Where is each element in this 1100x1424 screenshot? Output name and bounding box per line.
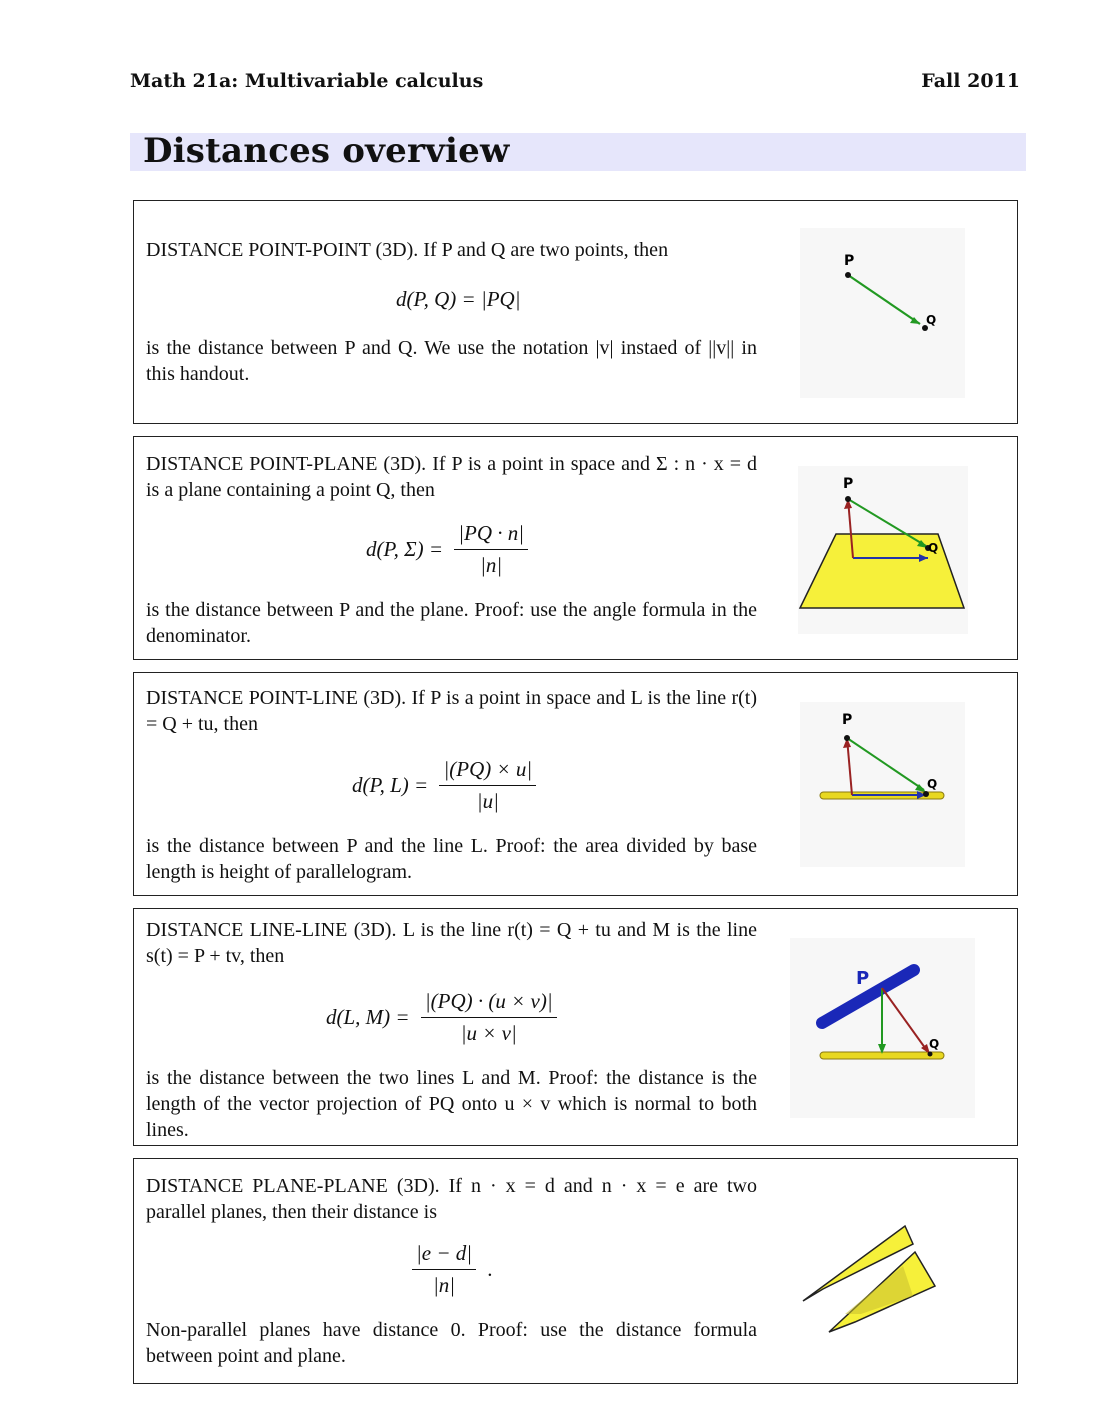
line-line-fraction [421,989,557,1046]
plane-plane-formula [412,1241,493,1298]
label-q: Q [928,541,939,555]
plane-plane-after: Non-parallel planes have distance 0. Proof: use the distance formula between point and plane. [146,1319,757,1367]
point-plane-denominator: |n| [480,553,503,577]
label-p: P [842,712,853,728]
point-plane-fraction [454,521,528,578]
point-q [928,1052,933,1057]
plane-plane-fraction [412,1241,476,1298]
point-line-heading: DISTANCE POINT-LINE (3D). [146,687,407,709]
line-line-intro: L is the line r(t) = Q + tu and M is the line s(t) = P + tv, then [146,919,757,967]
point-plane-formula-lhs: d(P, Σ) = [366,537,444,561]
point-point-intro-line [146,237,757,263]
line-line-text [146,917,757,969]
point-line-text [146,685,757,737]
label-p: P [856,968,870,989]
line-line-heading: DISTANCE LINE-LINE (3D). [146,919,397,941]
point-plane-intro: If P is a point in space and Σ : n · x = d is a plane containing a point Q, then [146,453,758,501]
line-line-denominator: |u × v| [460,1021,517,1045]
point-point-text [146,237,757,263]
figure-background [800,228,965,398]
figure-line-line [790,938,975,1118]
point-p [844,735,850,741]
line-line-formula [326,989,557,1046]
point-p [845,496,851,502]
point-plane-formula [366,521,528,578]
page-title: Distances overview [143,131,510,171]
point-line-fraction [439,757,536,814]
figure-point-plane [798,466,968,634]
point-line-formula [352,757,536,814]
label-q: Q [929,1037,940,1051]
point-plane-heading: DISTANCE POINT-PLANE (3D). [146,453,427,475]
line-line-after: is the distance between the two lines L and M. Proof: the distance is the length of the vector projection of PQ onto u × v which is normal to both lines. [146,1067,757,1141]
term-label: Fall 2011 [921,70,1020,92]
point-point-after: is the distance between P and Q. We use the notation |v| instaed of ||v|| in this handout. [146,337,757,385]
label-q: Q [926,313,937,327]
plane-plane-formula-tail: . [487,1257,493,1281]
plane-plane-text [146,1173,757,1225]
plane-plane-intro: If n · x = d and n · x = e are two parallel planes, then their distance is [146,1175,758,1223]
plane-plane-heading: DISTANCE PLANE-PLANE (3D). [146,1175,440,1197]
point-point-intro: If P and Q are two points, then [423,239,669,261]
point-q [923,791,929,797]
figure-point-line [800,702,965,867]
point-line-intro: If P is a point in space and L is the line r(t) = Q + tu, then [146,687,758,735]
plane-plane-numerator: |e − d| [412,1241,476,1270]
label-q: Q [927,777,938,791]
label-p: P [843,476,854,492]
point-plane-after: is the distance between P and the plane. Proof: use the angle formula in the denominator. [146,599,757,647]
line-line-formula-lhs: d(L, M) = [326,1005,410,1029]
figure-background [800,702,965,867]
point-p [845,272,851,278]
figure-point-point [800,228,965,398]
point-line-after: is the distance between P and the line L. Proof: the area divided by base length is height of parallelogram. [146,835,757,883]
point-line-numerator: |(PQ) × u| [439,757,536,786]
point-line-formula-lhs: d(P, L) = [352,773,429,797]
plane-plane-denominator: |n| [433,1273,456,1297]
point-plane-numerator: |PQ · n| [454,521,528,550]
point-point-heading: DISTANCE POINT-POINT (3D). [146,239,419,261]
label-p: P [844,253,855,269]
point-line-denominator: |u| [476,789,499,813]
course-title: Math 21a: Multivariable calculus [130,70,484,92]
point-point-formula: d(P, Q) = |PQ| [396,287,521,311]
point-plane-text [146,451,757,503]
figure-plane-plane [795,1214,945,1344]
line-line-numerator: |(PQ) · (u × v)| [421,989,557,1018]
